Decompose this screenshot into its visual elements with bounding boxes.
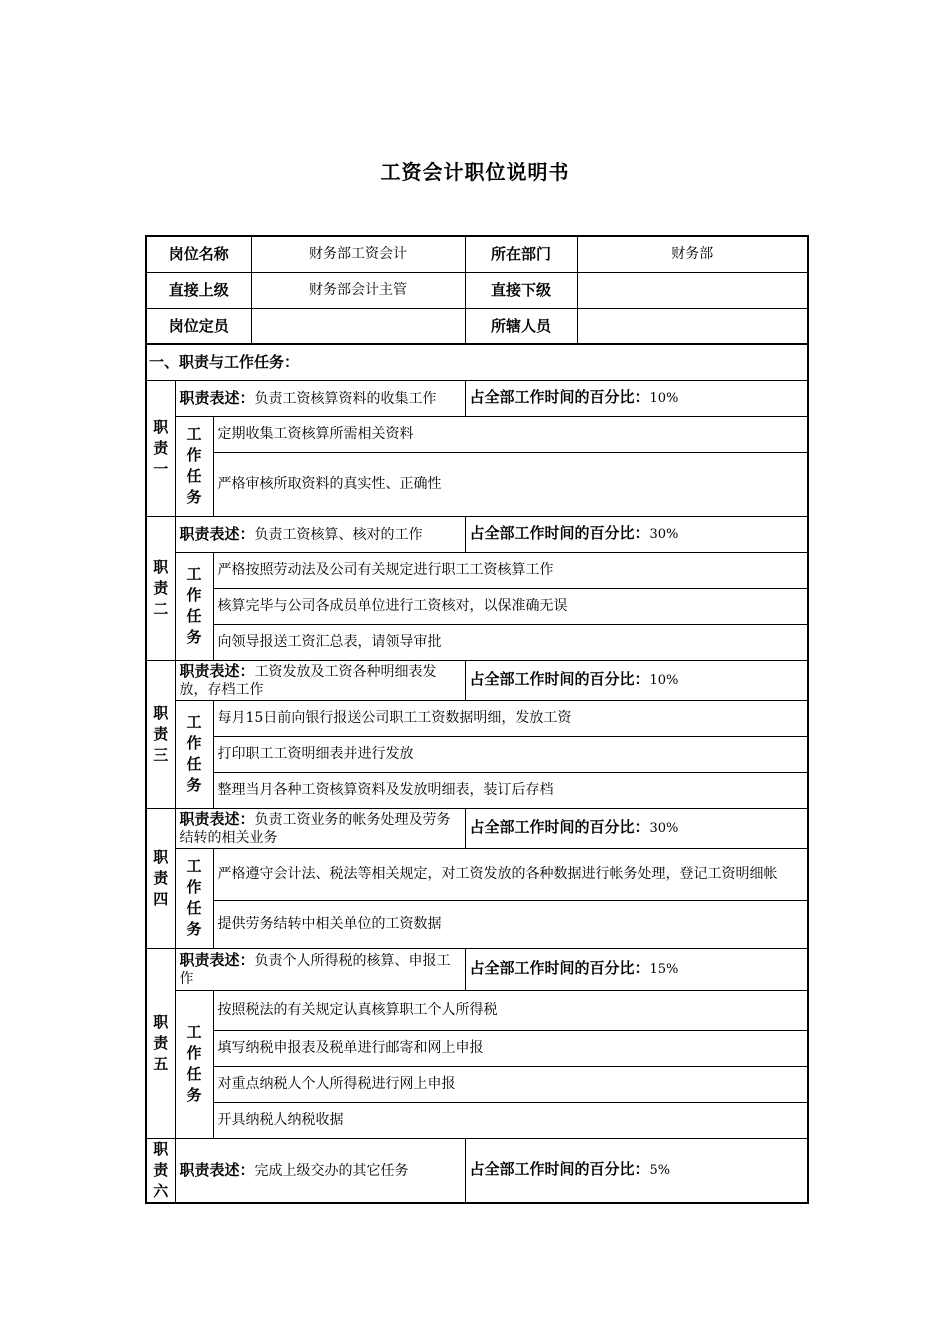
duty-3-description: 职责表述：工资发放及工资各种明细表发放，存档工作 [175, 660, 465, 700]
task-item: 填写纳税申报表及税单进行邮寄和网上申报 [213, 1030, 808, 1066]
duty-1-description: 职责表述：负责工资核算资料的收集工作 [175, 380, 465, 416]
task-item: 核算完毕与公司各成员单位进行工资核对，以保准确无误 [213, 588, 808, 624]
task-item: 严格遵守会计法、税法等相关规定，对工资发放的各种数据进行帐务处理，登记工资明细帐 [213, 848, 808, 900]
subordinate-value [577, 272, 808, 308]
department-label: 所在部门 [465, 236, 577, 272]
duty-2-task-label: 工 作 任 务 [175, 552, 213, 660]
job-description-table [145, 235, 809, 1204]
duty-2-label: 职 责 二 [146, 516, 175, 660]
duty-2-description: 职责表述：负责工资核算、核对的工作 [175, 516, 465, 552]
staff-value [577, 308, 808, 344]
duty-6-description: 职责表述：完成上级交办的其它任务 [175, 1138, 465, 1203]
duty-1-label: 职 责 一 [146, 380, 175, 516]
superior-label: 直接上级 [146, 272, 251, 308]
duty-3-label: 职 责 三 [146, 660, 175, 808]
duty-3-task-label: 工 作 任 务 [175, 700, 213, 808]
task-item: 严格审核所取资料的真实性、正确性 [213, 452, 808, 516]
quota-value [251, 308, 465, 344]
duty-1-percentage: 占全部工作时间的百分比：10% [465, 380, 808, 416]
task-item: 严格按照劳动法及公司有关规定进行职工工资核算工作 [213, 552, 808, 588]
task-item: 整理当月各种工资核算资料及发放明细表，装订后存档 [213, 772, 808, 808]
task-item: 每月15日前向银行报送公司职工工资数据明细，发放工资 [213, 700, 808, 736]
department-value: 财务部 [577, 236, 808, 272]
subordinate-label: 直接下级 [465, 272, 577, 308]
duty-4-label: 职 责 四 [146, 808, 175, 948]
position-name-label: 岗位名称 [146, 236, 251, 272]
duty-1-task-label: 工 作 任 务 [175, 416, 213, 516]
duty-5-task-label: 工 作 任 务 [175, 990, 213, 1138]
duty-4-percentage: 占全部工作时间的百分比：30% [465, 808, 808, 848]
task-item: 开具纳税人纳税收据 [213, 1102, 808, 1138]
task-item: 提供劳务结转中相关单位的工资数据 [213, 900, 808, 948]
duty-5-percentage: 占全部工作时间的百分比：15% [465, 948, 808, 990]
duty-6-label: 职 责 六 [146, 1138, 175, 1203]
section-title: 一、职责与工作任务： [146, 344, 808, 380]
duty-4-task-label: 工 作 任 务 [175, 848, 213, 948]
task-item: 定期收集工资核算所需相关资料 [213, 416, 808, 452]
position-name-value: 财务部工资会计 [251, 236, 465, 272]
duty-2-percentage: 占全部工作时间的百分比：30% [465, 516, 808, 552]
document-title: 工资会计职位说明书 [380, 160, 570, 184]
task-item: 对重点纳税人个人所得税进行网上申报 [213, 1066, 808, 1102]
task-item: 打印职工工资明细表并进行发放 [213, 736, 808, 772]
duty-5-description: 职责表述：负责个人所得税的核算、申报工作 [175, 948, 465, 990]
task-item: 向领导报送工资汇总表，请领导审批 [213, 624, 808, 660]
duty-3-percentage: 占全部工作时间的百分比：10% [465, 660, 808, 700]
duty-4-description: 职责表述：负责工资业务的帐务处理及劳务结转的相关业务 [175, 808, 465, 848]
duty-6-percentage: 占全部工作时间的百分比：5% [465, 1138, 808, 1203]
task-item: 按照税法的有关规定认真核算职工个人所得税 [213, 990, 808, 1030]
quota-label: 岗位定员 [146, 308, 251, 344]
duty-5-label: 职 责 五 [146, 948, 175, 1138]
staff-label: 所辖人员 [465, 308, 577, 344]
superior-value: 财务部会计主管 [251, 272, 465, 308]
